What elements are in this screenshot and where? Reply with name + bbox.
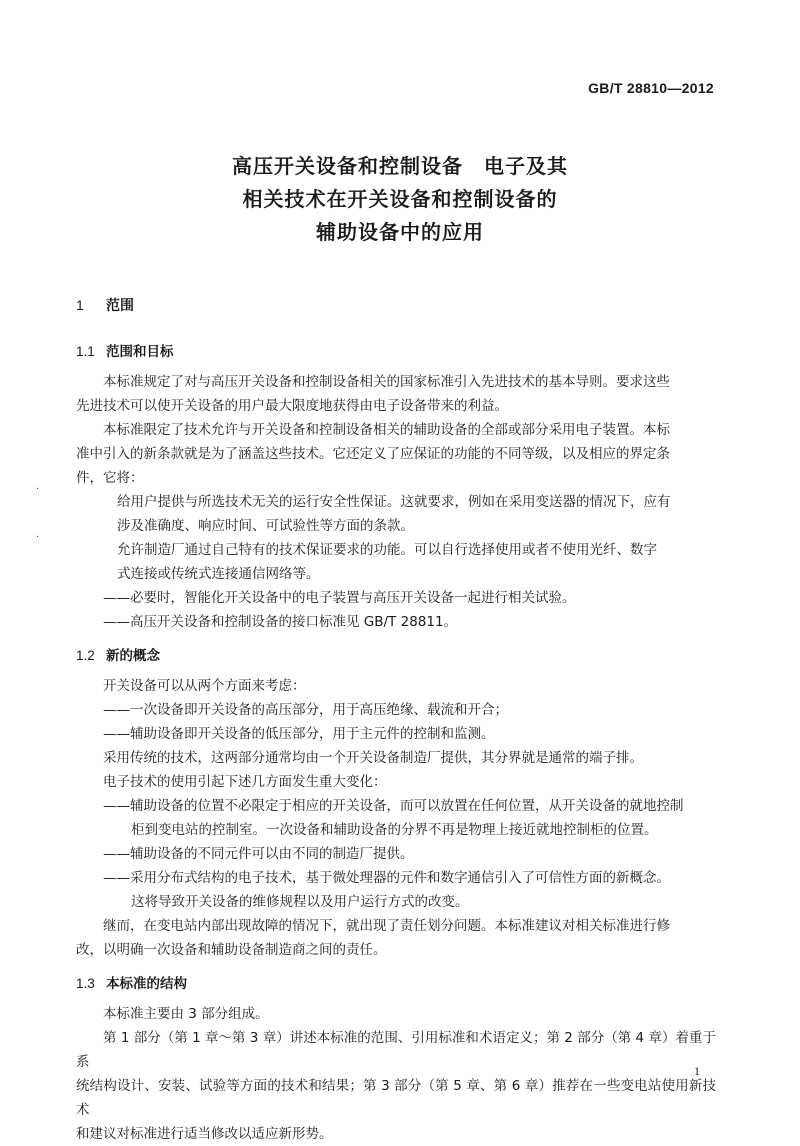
list-item: [76, 538, 716, 586]
list-item: ——辅助设备即开关设备的低压部分，用于主元件的控制和监测。: [103, 726, 495, 742]
text-line: 准中引入的新条款就是为了涵盖这些技术。它还定义了应保证的功能的不同等级，以及相应的界定条: [76, 446, 670, 462]
section-1-1-heading: [76, 334, 716, 370]
text-line: 件，它将：: [76, 470, 144, 486]
text-line: ——辅助设备的位置不必限定于相应的开关设备，而可以放置在任何位置，从开关设备的就地控制: [103, 798, 684, 814]
text-line: 先进技术可以使开关设备的用户最大限度地获得由电子设备带来的利益。: [76, 398, 508, 414]
text-line: 给用户提供与所选技术无关的运行安全性保证。这就要求，例如在采用变送器的情况下，应有: [117, 494, 671, 510]
section-number: 1: [76, 297, 84, 313]
margin-dot: ·: [36, 532, 40, 543]
paragraph-structure: [76, 1026, 716, 1146]
text-line: 开关设备可以从两个方面来考虑：: [103, 678, 306, 694]
list-item: ——辅助设备的不同元件可以由不同的制造厂提供。: [103, 846, 414, 862]
text-line: 本标准规定了对与高压开关设备和控制设备相关的国家标准引入先进技术的基本导则。要求这些: [103, 374, 670, 390]
document-title: [0, 150, 800, 249]
page-number: 1: [694, 1064, 700, 1078]
paragraph-scope-1: [76, 370, 716, 418]
text-line: 电子技术的使用引起下述几方面发生重大变化：: [103, 774, 387, 790]
text-line: 本标准主要由 3 部分组成。: [103, 1006, 269, 1022]
text-line: ——采用分布式结构的电子技术，基于微处理器的元件和数字通信引入了可信性方面的新概念。: [103, 870, 670, 886]
section-1-2-heading: [76, 638, 716, 674]
title-line-2: 相关技术在开关设备和控制设备的: [242, 187, 558, 211]
paragraph-responsibility: [76, 914, 716, 962]
text-line: 柜到变电站的控制室。一次设备和辅助设备的分界不再是物理上接近就地控制柜的位置。: [131, 822, 658, 838]
text-line: 改，以明确一次设备和辅助设备制造商之间的责任。: [76, 942, 387, 958]
text-line: 第 1 部分（第 1 章～第 3 章）讲述本标准的范围、引用标准和术语定义；第 2 部分（第 4 章）着重于系: [76, 1030, 716, 1070]
section-title: 新的概念: [106, 648, 160, 664]
text-line: 本标准限定了技术允许与开关设备和控制设备相关的辅助设备的全部或部分采用电子装置。本标: [103, 422, 670, 438]
section-number: 1.3: [76, 976, 95, 991]
text-line: 统结构设计、安装、试验等方面的技术和结果；第 3 部分（第 5 章、第 6 章）推荐在一些变电站使用新技术: [76, 1078, 716, 1118]
list-item: [76, 490, 716, 538]
text-line: 这将导致开关设备的维修规程以及用户运行方式的改变。: [131, 894, 469, 910]
text-line: 涉及准确度、响应时间、可试验性等方面的条款。: [117, 518, 414, 534]
section-1-heading: [76, 290, 716, 334]
text-line: 和建议对标准进行适当修改以适应新形势。: [76, 1126, 333, 1142]
list-item: ——必要时，智能化开关设备中的电子装置与高压开关设备一起进行相关试验。: [103, 590, 576, 606]
section-number: 1.1: [76, 344, 95, 359]
list-item: ——高压开关设备和控制设备的接口标准见 GB/T 28811。: [103, 614, 458, 630]
section-title: 范围和目标: [106, 344, 174, 360]
list-item: [76, 794, 716, 842]
section-1-3-heading: [76, 966, 716, 1002]
section-title: 本标准的结构: [106, 976, 187, 992]
margin-dot: ·: [36, 484, 40, 495]
document-body: [76, 290, 716, 1146]
text-line: 继而，在变电站内部出现故障的情况下，就出现了责任划分问题。本标准建议对相关标准进行修: [103, 918, 670, 934]
standard-code: GB/T 28810—2012: [588, 80, 714, 96]
text-line: 式连接或传统式连接通信网络等。: [117, 566, 320, 582]
list-item: ——一次设备即开关设备的高压部分，用于高压绝缘、载流和开合；: [103, 702, 508, 718]
text-line: 采用传统的技术，这两部分通常均由一个开关设备制造厂提供，其分界就是通常的端子排。: [103, 750, 643, 766]
section-title: 范围: [106, 298, 134, 314]
list-item: [76, 866, 716, 914]
title-line-1: 高压开关设备和控制设备 电子及其: [232, 154, 568, 178]
title-line-3: 辅助设备中的应用: [316, 220, 484, 244]
section-number: 1.2: [76, 648, 95, 663]
paragraph-scope-2: [76, 418, 716, 490]
text-line: 允许制造厂通过自己特有的技术保证要求的功能。可以自行选择使用或者不使用光纤、数字: [117, 542, 657, 558]
